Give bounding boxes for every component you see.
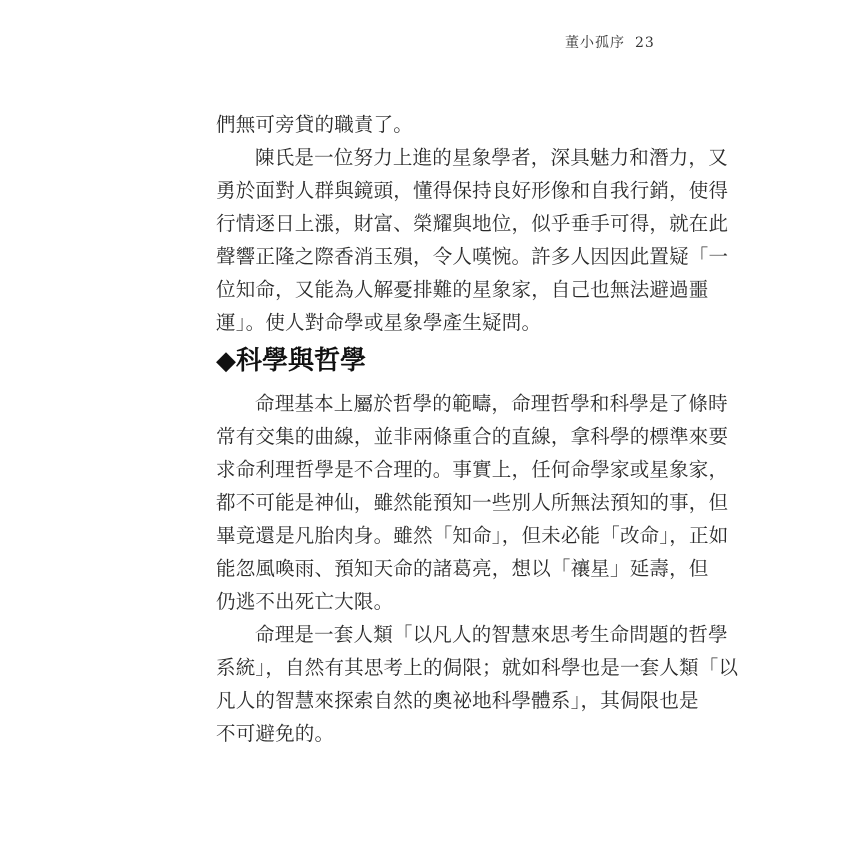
text-line: 能忽風喚雨、預知天命的諸葛亮，想以「禳星」延壽，但 <box>216 557 709 580</box>
text-line: 運」。使人對命學或星象學產生疑問。 <box>216 311 542 334</box>
text-line: 不可避免的。 <box>216 722 335 745</box>
text-line: 們無可旁貸的職責了。 <box>216 113 414 136</box>
section-heading: ◆科學與哲學 <box>216 346 366 376</box>
text-line: 求命利理哲學是不合理的。事實上，任何命學家或星象家， <box>216 458 729 481</box>
running-title: 董小孤序 <box>565 35 625 51</box>
text-line: 命理基本上屬於哲學的範疇，命理哲學和科學是了條時 <box>255 392 728 415</box>
text-line: 仍逃不出死亡大限。 <box>216 590 394 613</box>
paragraph-continuation <box>216 108 642 141</box>
text-line: 常有交集的曲線，並非兩條重合的直線，拿科學的標準來要 <box>216 425 729 448</box>
running-header <box>565 32 655 52</box>
text-line: 聲響正隆之際香消玉殞，令人嘆惋。許多人因因此置疑「一 <box>216 245 729 268</box>
paragraph-chen <box>216 141 729 339</box>
text-line: 系統」，自然有其思考上的侷限；就如科學也是一套人類「以 <box>216 656 739 679</box>
text-line: 行情逐日上漲，財富、榮耀與地位，似乎垂手可得，就在此 <box>216 212 729 235</box>
page-body <box>216 108 739 750</box>
text-line: 凡人的智慧來探索自然的奧祕地科學體系」，其侷限也是 <box>216 689 699 712</box>
text-line: 位知命，又能為人解憂排難的星象家，自己也無法避過噩 <box>216 278 709 301</box>
text-line: 畢竟還是凡胎肉身。雖然「知命」，但未必能「改命」，正如 <box>216 524 729 547</box>
text-line: 都不可能是神仙，雖然能預知一些別人所無法預知的事，但 <box>216 491 729 514</box>
paragraph-philosophy <box>216 387 729 618</box>
text-line: 勇於面對人群與鏡頭，懂得保持良好形像和自我行銷，使得 <box>216 179 729 202</box>
paragraph-system <box>216 618 739 750</box>
text-line: 陳氏是一位努力上進的星象學者，深具魅力和潛力，又 <box>255 146 728 169</box>
text-line: 命理是一套人類「以凡人的智慧來思考生命問題的哲學 <box>255 623 728 646</box>
page-number: 23 <box>635 35 655 51</box>
